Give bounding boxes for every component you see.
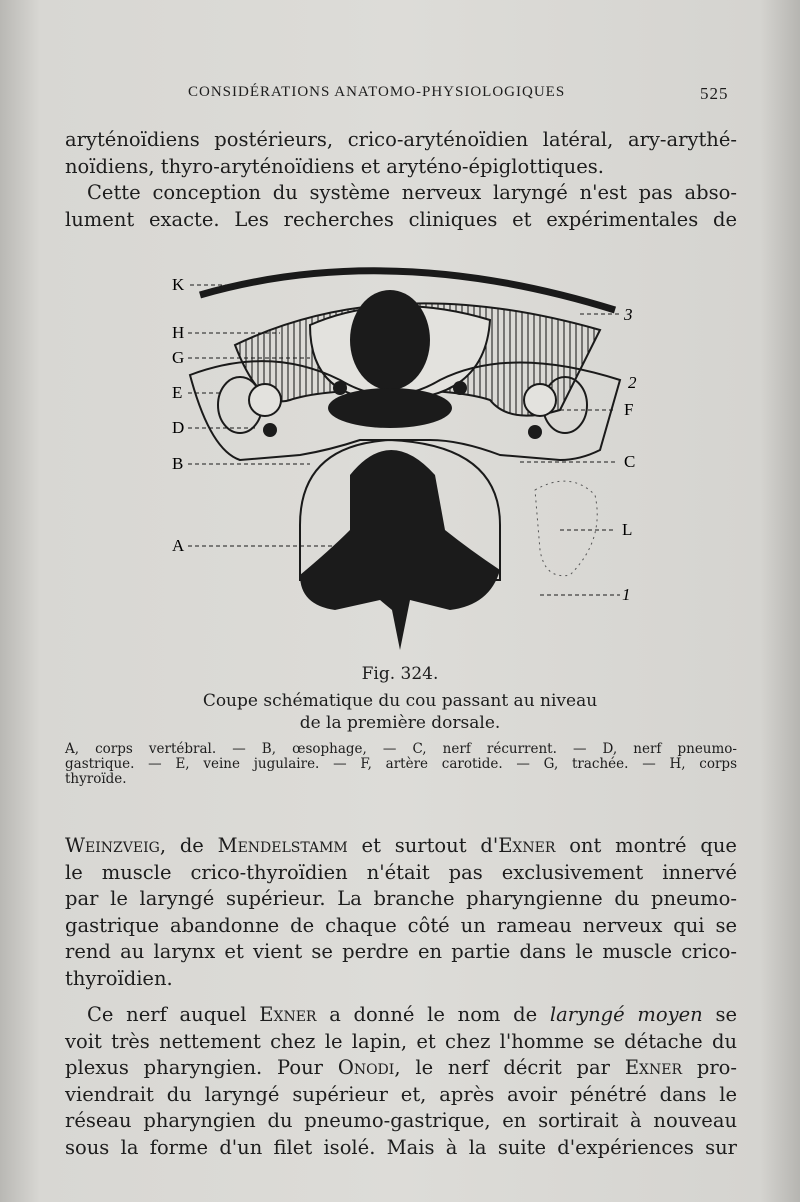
label-b: B <box>172 454 184 473</box>
text-fragment: et surtout d' <box>347 834 499 857</box>
text-line: noïdiens, thyro-aryténoïdiens et aryténo-épiglottiques. <box>65 154 604 178</box>
label-l: L <box>622 520 633 539</box>
legend-line: A, corps vertébral. — B, œsophage, — C, nerf récurrent. — D, nerf pneumo- <box>65 741 737 757</box>
author-name: Mendelstamm <box>217 834 348 857</box>
label-1: 1 <box>622 585 631 604</box>
nerve-dot <box>453 381 467 395</box>
text-fragment: ont montré que <box>555 834 737 857</box>
carotid-left <box>249 384 281 416</box>
page-number: 525 <box>700 84 729 103</box>
label-c: C <box>624 452 636 471</box>
esophagus <box>328 388 452 428</box>
figure-legend <box>65 742 737 787</box>
text-line: le muscle crico-thyroïdien n'était pas exclusivement innervé <box>65 860 737 884</box>
figure-number: Fig. 324. <box>361 664 439 684</box>
paragraph-4 <box>65 1002 737 1161</box>
text-fragment: a donné le nom de <box>316 1003 550 1026</box>
vagus-left <box>263 423 277 437</box>
text-fragment: Ce nerf auquel <box>87 1003 260 1026</box>
legend-line: gastrique. — E, veine jugulaire. — F, artère carotide. — G, trachée. — H, corps <box>65 756 737 772</box>
figure-labels-right <box>622 305 637 604</box>
figure-caption <box>0 690 800 734</box>
carotid-right <box>524 384 556 416</box>
caption-line: de la première dorsale. <box>299 713 501 733</box>
text-line: sous la forme d'un filet isolé. Mais à la suite d'expériences sur <box>65 1135 737 1159</box>
label-h: H <box>172 323 185 342</box>
author-name: Exner <box>624 1056 683 1079</box>
text-line: par le laryngé supérieur. La branche pharyngienne du pneumo- <box>65 887 737 910</box>
author-name: Weinzveig <box>65 834 160 857</box>
label-3: 3 <box>624 305 633 324</box>
text-line: voit très nettement chez le lapin, et chez l'homme se détache du <box>65 1029 737 1053</box>
text-line <box>65 1055 737 1082</box>
author-name: Onodi <box>337 1056 395 1079</box>
text-line: lument exacte. Les recherches cliniques et expérimentales de <box>65 207 737 231</box>
neck-cross-section-figure <box>160 250 650 660</box>
label-f: F <box>624 400 634 419</box>
text-line: viendrait du laryngé supérieur et, après avoir pénétré dans le <box>65 1082 737 1106</box>
caption-line: Coupe schématique du cou passant au niveau <box>202 691 598 711</box>
text-line: thyroïdien. <box>65 966 173 990</box>
legend-line: thyroïde. <box>65 771 127 787</box>
paragraph-2 <box>65 180 737 233</box>
running-head <box>0 84 800 106</box>
nerve-dot <box>333 381 347 395</box>
text-line: réseau pharyngien du pneumo-gastrique, en sortirait à nouveau <box>65 1109 737 1132</box>
text-fragment: , le nerf décrit par <box>394 1056 625 1079</box>
text-line: aryténoïdiens postérieurs, crico-aryténoïdien latéral, ary-arythé- <box>65 128 737 151</box>
author-name: Exner <box>498 834 556 857</box>
label-g: G <box>172 348 185 367</box>
term-italic: laryngé moyen <box>549 1003 703 1026</box>
text-line: gastrique abandonne de chaque côté un rameau nerveux qui se <box>65 913 737 937</box>
running-head-title: CONSIDÉRATIONS ANATOMO-PHYSIOLOGIQUES <box>188 84 566 100</box>
text-fragment: se <box>702 1003 738 1026</box>
figure-labels-left <box>172 275 185 555</box>
label-d: D <box>172 418 185 437</box>
text-fragment: , de <box>159 834 218 857</box>
label-e: E <box>172 383 183 402</box>
text-fragment: plexus pharyngien. Pour <box>65 1056 338 1079</box>
text-line: Cette conception du système nerveux laryngé n'est pas abso- <box>87 181 737 204</box>
author-name: Exner <box>259 1003 317 1026</box>
vagus-right <box>528 425 542 439</box>
label-2: 2 <box>628 373 637 392</box>
paragraph-3 <box>65 833 737 992</box>
trachea-lumen <box>350 290 430 390</box>
paragraph-1 <box>65 127 737 180</box>
text-line: rend au larynx et vient se perdre en partie dans le muscle crico- <box>65 940 737 963</box>
text-line <box>65 1002 737 1029</box>
label-a: A <box>172 536 185 555</box>
text-line <box>65 833 737 860</box>
vertebral-body <box>300 450 500 650</box>
label-k: K <box>172 275 185 294</box>
dotted-tissue <box>535 481 597 576</box>
text-fragment: pro- <box>682 1056 737 1079</box>
